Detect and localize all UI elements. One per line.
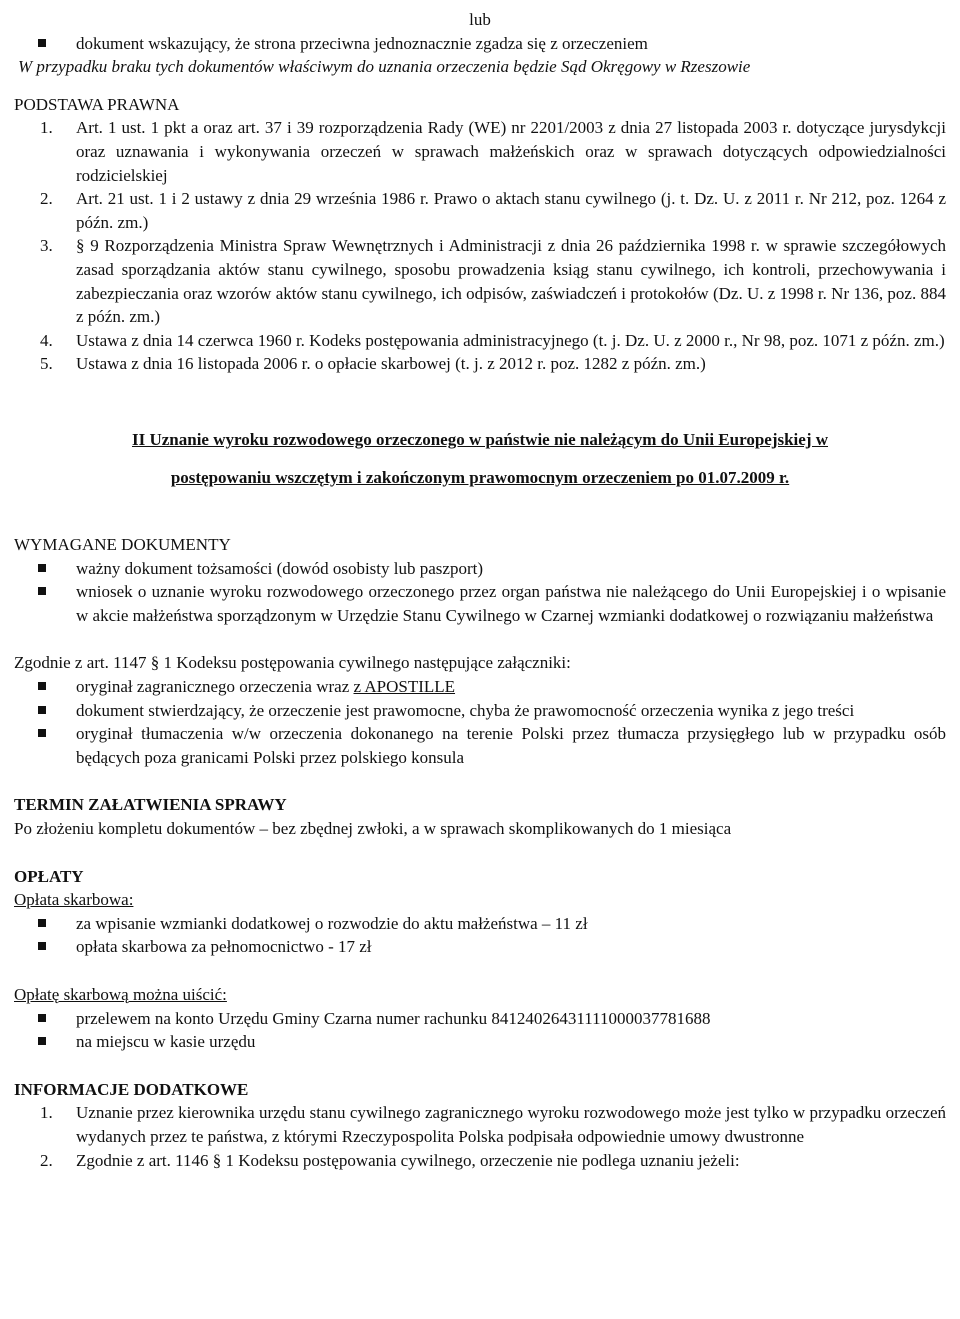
item-text: Ustawa z dnia 14 czerwca 1960 r. Kodeks postępowania administracyjnego (t. j. Dz. U. z 2000 r., Nr 98, poz. 1071 z późn. zm.) <box>76 330 945 350</box>
apostille-text: z APOSTILLE <box>353 677 456 697</box>
italic-note: W przypadku braku tych dokumentów właściwym do uznania orzeczenia będzie Sąd Okręgowy w Rzeszowie <box>18 57 751 77</box>
required-docs-heading: WYMAGANE DOKUMENTY <box>14 535 231 555</box>
spacer <box>14 79 946 93</box>
list-item: opłata skarbowa za pełnomocnictwo - 17 zł <box>14 935 946 959</box>
item-text: Zgodnie z art. 1146 § 1 Kodeksu postępowania cywilnego, orzeczenie nie podlega uznaniu jeżeli: <box>76 1150 740 1170</box>
list-item <box>14 116 946 187</box>
list-item: oryginał tłumaczenia w/w orzeczenia dokonanego na terenie Polski przez tłumacza przysięgłego lub w przypadku osób będących poza granicami Polski przez polskiego konsula <box>14 722 946 769</box>
list-item: ważny dokument tożsamości (dowód osobisty lub paszport) <box>14 557 946 581</box>
additional-info-list <box>14 1101 946 1172</box>
list-item: dokument wskazujący, że strona przeciwna jednoznacznie zgadza się z orzeczeniem <box>14 32 946 56</box>
item-number: 5. <box>40 354 53 374</box>
list-item <box>14 675 946 699</box>
legal-basis-list <box>14 116 946 376</box>
item-number: 1. <box>40 118 53 138</box>
attachments-list <box>14 675 946 769</box>
list-item: na miejscu w kasie urzędu <box>14 1030 946 1054</box>
list-item: dokument stwierdzający, że orzeczenie jest prawomocne, chyba że prawomocność orzeczenia wynika z jego treści <box>14 699 946 723</box>
list-item <box>14 187 946 234</box>
list-item <box>14 234 946 328</box>
list-item <box>14 352 946 376</box>
list-item <box>14 1101 946 1148</box>
payment-label: Opłatę skarbową można uiścić: <box>14 985 227 1004</box>
item-number: 2. <box>40 1150 53 1170</box>
required-docs-list <box>14 557 946 628</box>
stamp-fee-list <box>14 912 946 959</box>
spacer <box>14 376 946 428</box>
item-text: oryginał zagranicznego orzeczenia wraz <box>76 677 354 697</box>
item-number: 2. <box>40 189 53 209</box>
item-text: Art. 21 ust. 1 i 2 ustawy z dnia 29 września 1986 r. Prawo o aktach stanu cywilnego (j. t. Dz. U. z 2011 r. Nr 212, poz. 1264 z późn. zm.) <box>76 189 946 232</box>
item-number: 4. <box>40 330 53 350</box>
stamp-fee-label: Opłata skarbowa: <box>14 890 134 910</box>
item-text: Art. 1 ust. 1 pkt a oraz art. 37 i 39 rozporządzenia Rady (WE) nr 2201/2003 z dnia 27 listopada 2003 r. dotyczące jurysdykcji oraz uznawania i wykonywania orzeczeń w sprawach małżeńskich oraz w sprawach dotyczących odpowiedzialności rodzicielskiej <box>76 118 946 185</box>
payment-list <box>14 1007 946 1054</box>
spacer <box>14 769 946 793</box>
section-title-line-1: II Uznanie wyroku rozwodowego orzeczonego w państwie nie należącym do Unii Europejskiej w <box>131 429 829 449</box>
legal-basis-heading: PODSTAWA PRAWNA <box>14 94 180 114</box>
item-number: 3. <box>40 236 53 256</box>
item-number: 1. <box>40 1103 53 1123</box>
additional-info-heading: INFORMACJE DODATKOWE <box>14 1079 249 1099</box>
list-item: wniosek o uznanie wyroku rozwodowego orzeczonego przez organ państwa nie należącego do Unii Europejskiej i o wpisanie w akcie małżeństwa sporządzonym w Urzędzie Stanu Cywilnego w Czarnej wzmianki dodatkowej o rozwiązaniu małżeństwa <box>14 580 946 627</box>
item-text: Uznanie przez kierownika urzędu stanu cywilnego zagranicznego wyroku rozwodowego może jest tylko w przypadku orzeczeń wydanych przez te państwa, z którymi Rzeczypospolita Polska podpisała odpowiednie umowy dwustronne <box>76 1103 946 1146</box>
spacer <box>14 452 946 466</box>
spacer <box>14 627 946 651</box>
deadline-text: Po złożeniu kompletu dokumentów – bez zbędnej zwłoki, a w sprawach skomplikowanych do 1 miesiąca <box>14 819 732 839</box>
spacer <box>14 1054 946 1078</box>
fees-heading: OPŁATY <box>14 866 84 886</box>
list-item <box>14 1149 946 1173</box>
list-item: za wpisanie wzmianki dodatkowej o rozwodzie do aktu małżeństwa – 11 zł <box>14 912 946 936</box>
section-title-line-2: postępowaniu wszczętym i zakończonym prawomocnym orzeczeniem po 01.07.2009 r. <box>170 467 790 487</box>
item-text: Ustawa z dnia 16 listopada 2006 r. o opłacie skarbowej (t. j. z 2012 r. poz. 1282 z późn. zm.) <box>76 354 706 374</box>
list-item <box>14 329 946 353</box>
lub-text: lub <box>469 10 491 29</box>
item-text: § 9 Rozporządzenia Ministra Spraw Wewnętrznych i Administracji z dnia 26 października 1998 r. w sprawie szczegółowych zasad sporządzania aktów stanu cywilnego, sposobu prowadzenia ksiąg stanu cywilnego, ich kontroli, przechowywania i zabezpieczania oraz wzorów aktów stanu cywilnego, ich odpisów, zaświadczeń i protokołów (Dz. U. z 1998 r. Nr 136, poz. 884 z późn. zm.) <box>76 236 946 327</box>
attachments-intro: Zgodnie z art. 1147 § 1 Kodeksu postępowania cywilnego następujące załączniki: <box>14 653 571 673</box>
spacer <box>14 489 946 533</box>
spacer <box>14 841 946 865</box>
deadline-heading: TERMIN ZAŁATWIENIA SPRAWY <box>14 795 287 815</box>
agreement-list <box>14 32 946 56</box>
list-item: przelewem na konto Urzędu Gminy Czarna numer rachunku 84124026431111000037781688 <box>14 1007 946 1031</box>
spacer <box>14 959 946 983</box>
